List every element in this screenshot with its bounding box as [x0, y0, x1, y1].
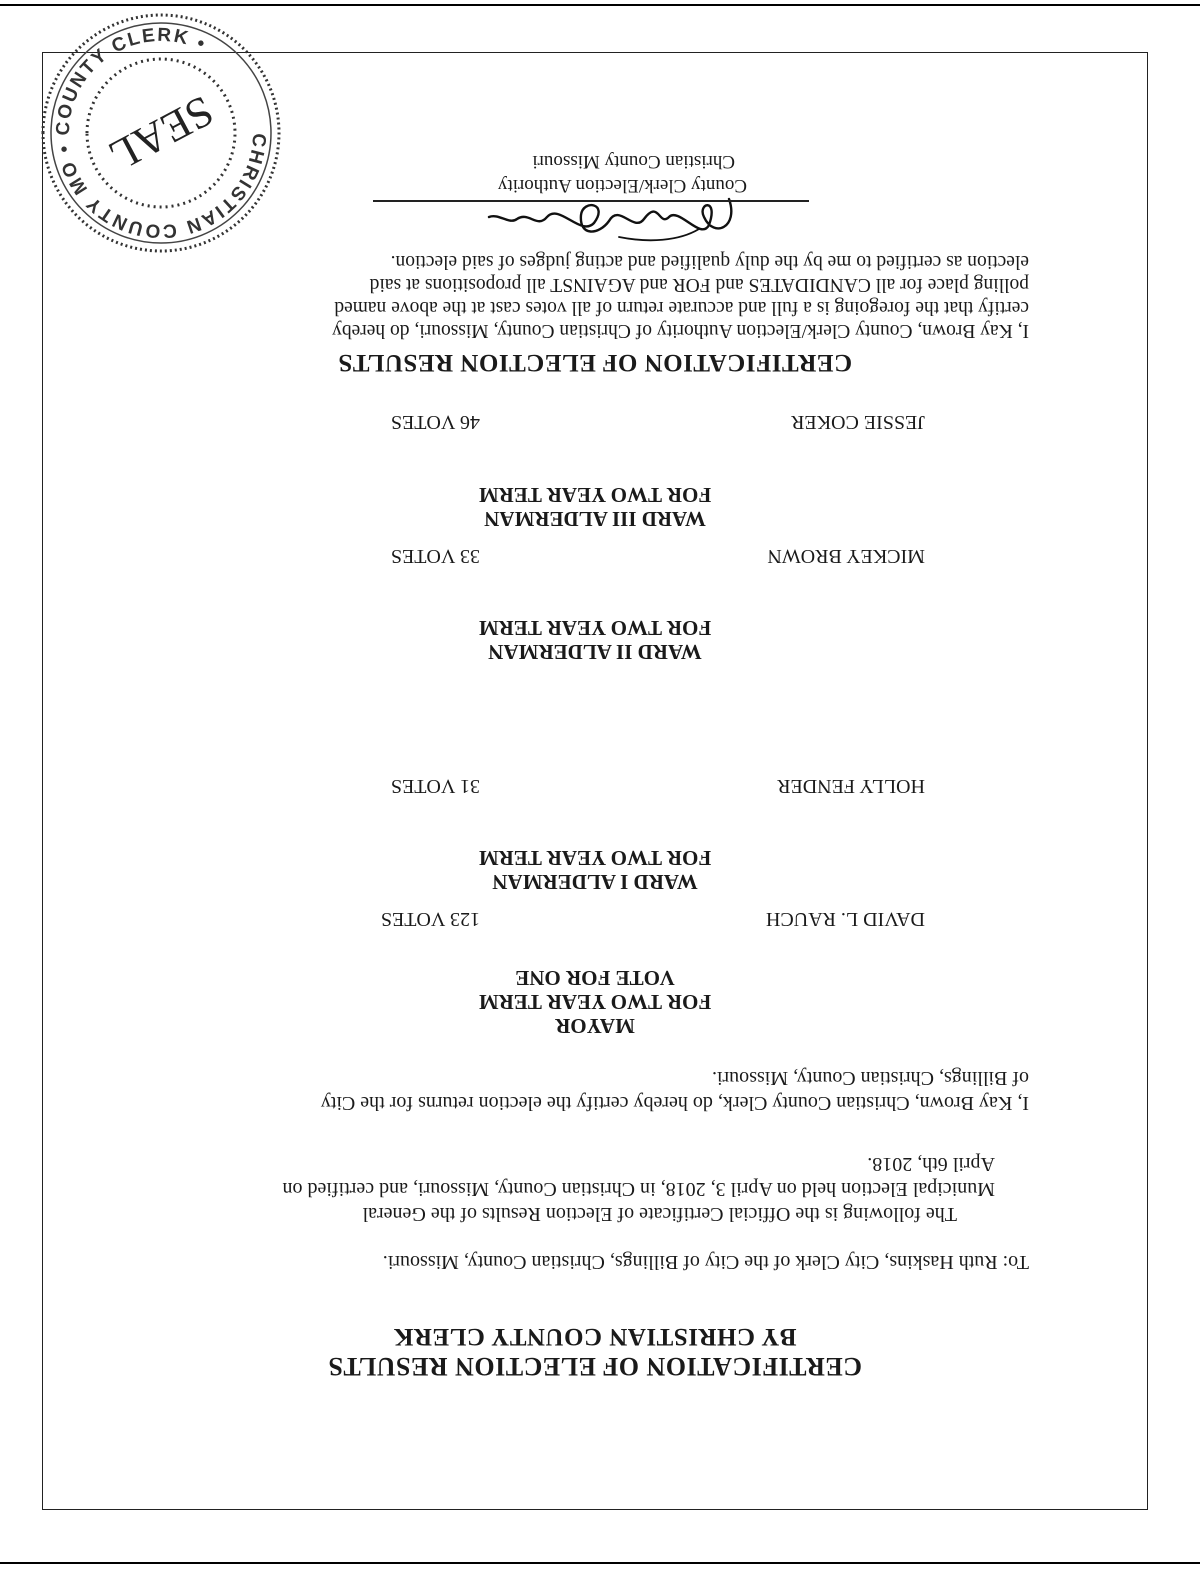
race-term: FOR TWO YEAR TERM	[478, 483, 712, 507]
race-heading-mayor	[43, 966, 1147, 1038]
race-instruction: VOTE FOR ONE	[515, 966, 675, 990]
candidate-name: JESSIE COKER	[791, 411, 925, 433]
certification-line-2: certify that the foregoing is a full and accurate return of all votes cast at the above named	[334, 297, 1029, 318]
candidate-votes: 123 VOTES	[380, 908, 480, 930]
candidate-votes: 33 VOTES	[390, 545, 480, 567]
candidate-name: DAVID L. RAUCH	[765, 908, 925, 930]
intro-line-1: The following is the Official Certificate of Election Results of the General	[362, 1203, 957, 1225]
document-content	[43, 24, 1147, 1509]
seal-center-text: SEAL	[101, 85, 222, 181]
certification-line-3: polling place for all CANDIDATES and FOR and AGAINST all propositions at said	[369, 274, 1029, 295]
clerk-statement-line-1: I, Kay Brown, Christian County Clerk, do hereby certify the election returns for the City	[320, 1092, 1029, 1114]
signature-title: County Clerk/Election Authority	[497, 175, 747, 196]
signature-line	[373, 201, 809, 203]
race-term: FOR TWO YEAR TERM	[478, 990, 712, 1014]
certification-line-1: I, Kay Brown, County Clerk/Election Authority of Christian County, Missouri, do hereby	[332, 320, 1029, 341]
scan-edge-bottom	[0, 1562, 1200, 1564]
clerk-statement	[159, 1065, 1029, 1115]
race-heading-ward2	[43, 616, 1147, 664]
race-term: FOR TWO YEAR TERM	[478, 616, 712, 640]
race-heading-ward3	[43, 483, 1147, 531]
race-office: WARD I ALDERMAN	[492, 870, 698, 894]
intro-line-2: Municipal Election held on April 3, 2018, in Christian County, Missouri, and certified on	[282, 1178, 995, 1200]
candidate-name: HOLLY FENDER	[777, 775, 925, 797]
candidate-votes: 31 VOTES	[390, 775, 480, 797]
certification-line-4: election as certified to me by the duly qualified and acting judges of said election.	[390, 251, 1029, 272]
document-page	[42, 24, 1148, 1510]
signature-county: Christian County Missouri	[532, 151, 735, 172]
addressee-line: To: Ruth Haskins, City Clerk of the City of Billings, Christian County, Missouri.	[382, 1251, 1029, 1273]
clerk-statement-line-2: of Billings, Christian County, Missouri.	[711, 1067, 1029, 1089]
candidate-votes: 46 VOTES	[390, 411, 480, 433]
race-heading-ward1	[43, 846, 1147, 894]
document-title: CERTIFICATION OF ELECTION RESULTS	[327, 1352, 863, 1381]
handwritten-signature	[369, 187, 809, 247]
scan-edge-top	[0, 4, 1200, 6]
race-office: MAYOR	[555, 1014, 635, 1038]
race-office: WARD III ALDERMAN	[484, 507, 706, 531]
document-subtitle: BY CHRISTIAN COUNTY CLERK	[393, 1323, 797, 1350]
seal-ring-text: CHRISTIAN COUNTY MO • COUNTY CLERK •	[52, 24, 270, 242]
intro-paragraph	[175, 1151, 995, 1226]
race-office: WARD II ALDERMAN	[488, 640, 702, 664]
candidate-name: MICKEY BROWN	[767, 545, 925, 567]
intro-line-3: April 6th, 2018.	[867, 1153, 995, 1175]
race-term: FOR TWO YEAR TERM	[478, 846, 712, 870]
certification-title: CERTIFICATION OF ELECTION RESULTS	[337, 349, 853, 376]
certification-paragraph	[144, 250, 1029, 342]
county-clerk-seal	[37, 9, 285, 257]
